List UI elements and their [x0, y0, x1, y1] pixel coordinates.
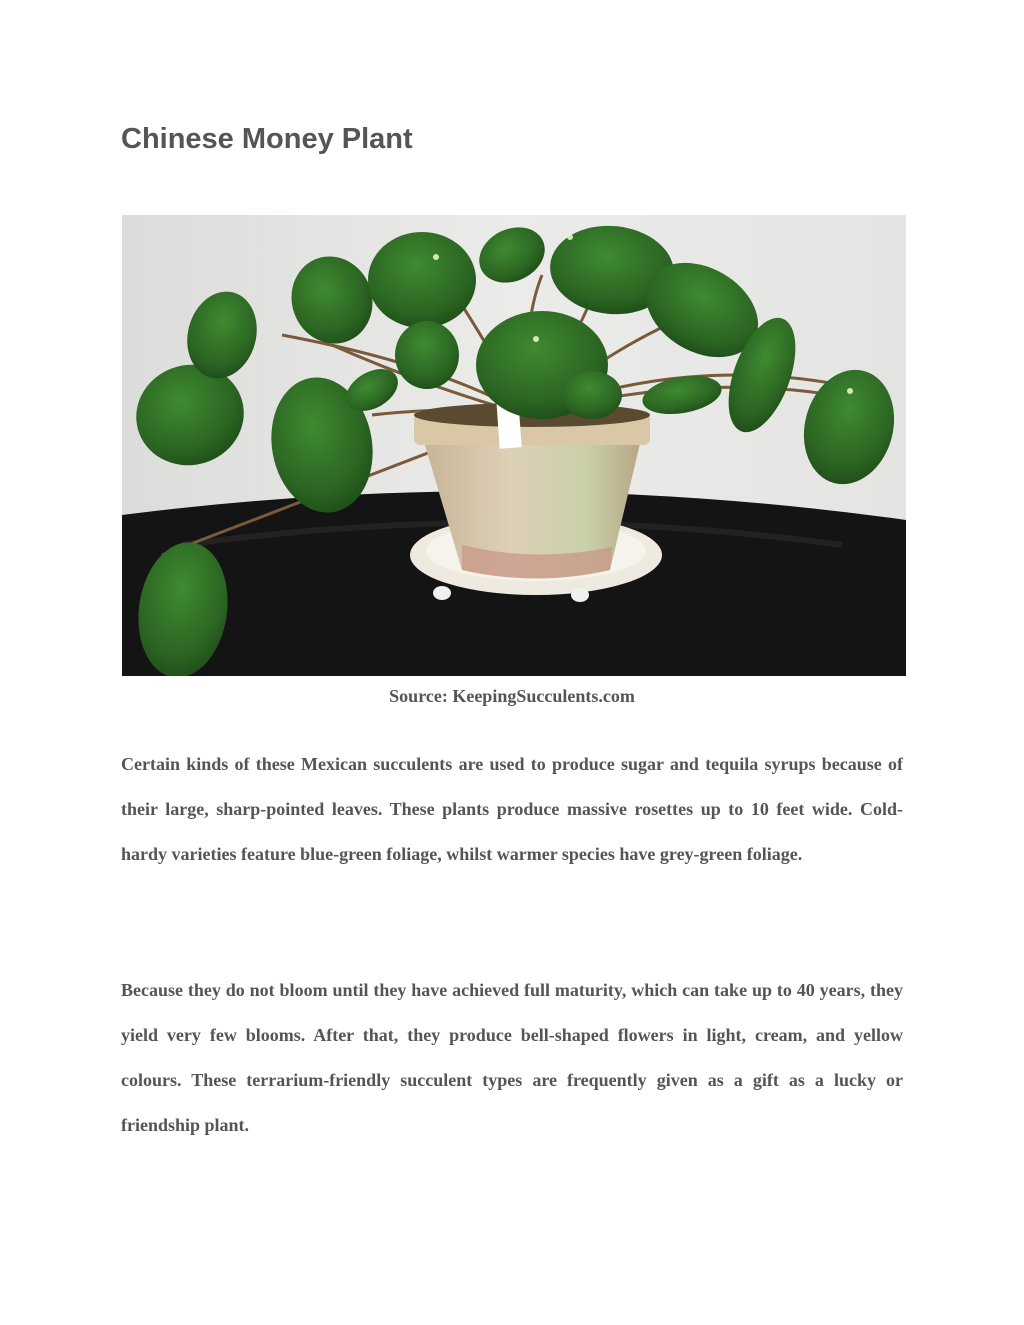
body-paragraph: Because they do not bloom until they have achieved full maturity, which can take up to 40 years, they yield very few blooms. After that, they produce bell-shaped flowers in light, cream, and yellow colours. These terrarium-friendly succulent types are frequently given as a gift as a lucky or friendship plant.: [121, 980, 903, 1135]
figure-caption: Source: KeepingSucculents.com: [389, 686, 635, 706]
plant-illustration: [122, 215, 906, 676]
plant-photo: [122, 215, 906, 676]
body-paragraph: Certain kinds of these Mexican succulents are used to produce sugar and tequila syrups because of their large, sharp-pointed leaves. These plants produce massive rosettes up to 10 feet wide. Cold-hardy varieties feature blue-green foliage, whilst warmer species have grey-green foliage.: [121, 754, 903, 864]
page-title: Chinese Money Plant: [121, 123, 413, 155]
